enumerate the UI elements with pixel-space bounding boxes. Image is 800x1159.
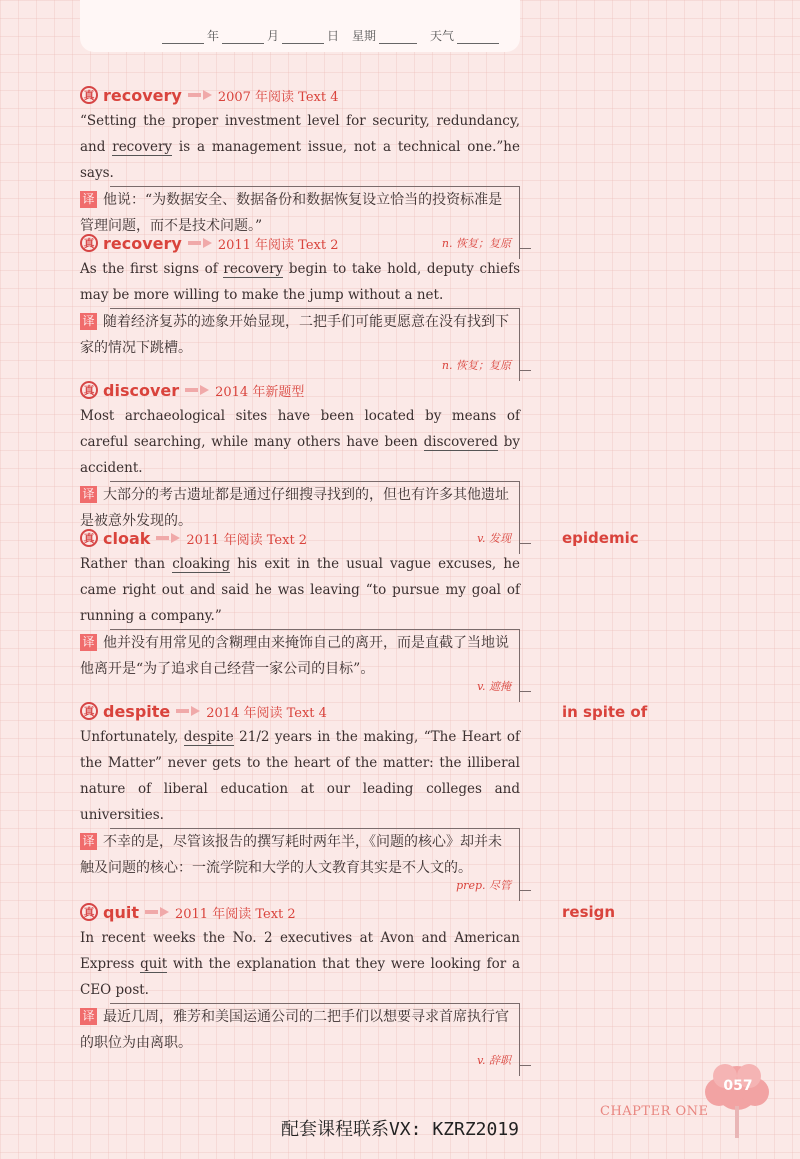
- chinese-translation: [80, 1004, 513, 1056]
- part-of-speech: v. 辞职: [477, 1054, 511, 1067]
- translation-box: [80, 308, 520, 381]
- exam-source: 2014 年阅读 Text 4: [206, 705, 327, 721]
- arrow-right-icon: [185, 385, 209, 395]
- page-number: 057: [723, 1078, 753, 1094]
- translation-text: 不幸的是，尽管该报告的撰写耗时两年半，《问题的核心》却并未触及问题的核心：一流学院和大学的人文教育其实是不人文的。: [80, 834, 502, 876]
- zhen-badge-icon: 真: [80, 903, 98, 921]
- year-label: 年: [207, 29, 220, 43]
- entry-head: [80, 901, 520, 923]
- chinese-translation: [80, 829, 513, 881]
- sentence-text-before: “Setting the proper investment level for security, redundancy, and: [80, 113, 520, 155]
- sentence-text-after: his exit in the usual vague excuses, he came right out and said he was leaving “to pursue my goal of running a company.”: [80, 556, 520, 624]
- related-word-resign: resign: [562, 903, 616, 921]
- month-field: [222, 27, 279, 44]
- zhen-badge-icon: 真: [80, 86, 98, 104]
- keyword-underlined: recovery: [112, 139, 173, 155]
- sentence-text-after: is a management issue, not a technical one.”he says.: [80, 139, 520, 181]
- translation-text: 他说：“为数据安全、数据备份和数据恢复设立恰当的投资标准是管理问题，而不是技术问题。”: [80, 192, 503, 234]
- sentence-text-after: by accident.: [80, 434, 520, 476]
- exam-source: 2011 年阅读 Text 2: [174, 906, 296, 922]
- headword: recovery: [103, 85, 182, 105]
- sentence-text-before: Rather than: [80, 556, 173, 572]
- exam-source: 2014 年新题型: [215, 384, 305, 400]
- sentence-text-before: In recent weeks the No. 2 executives at Avon and American Express: [80, 930, 520, 972]
- sentence-text-before: Unfortunately,: [80, 729, 184, 745]
- headword: recovery: [103, 233, 182, 253]
- chapter-label: CHAPTER ONE: [600, 1104, 709, 1119]
- keyword-underlined: despite: [183, 729, 234, 745]
- english-sentence: [80, 925, 520, 1003]
- exam-source: 2011 年阅读 Text 2: [217, 237, 339, 253]
- part-of-speech: n. 恢复；复原: [441, 359, 511, 372]
- keyword-underlined: recovery: [223, 261, 284, 277]
- headword: quit: [103, 902, 139, 922]
- related-word-epidemic: epidemic: [562, 529, 639, 547]
- month-label: 月: [267, 29, 280, 43]
- bracket-tick: [520, 543, 531, 544]
- year-field: [162, 27, 219, 44]
- weekday-label: 星期: [352, 29, 377, 43]
- part-of-speech: v. 遮掩: [477, 680, 511, 693]
- chinese-translation: [80, 309, 513, 361]
- arrow-right-icon: [156, 533, 180, 543]
- part-of-speech: v. 发现: [477, 532, 511, 545]
- english-sentence: [80, 256, 520, 308]
- entry-head: [80, 700, 520, 722]
- translation-text: 他并没有用常见的含糊理由来掩饰自己的离开，而是直截了当地说他离开是“为了追求自己经营一家公司的目标”。: [80, 635, 509, 677]
- keyword-underlined: cloaking: [172, 556, 231, 572]
- date-weather-header: [80, 0, 520, 52]
- sentence-text-before: Most archaeological sites have been located by means of careful searching, while many others have been: [80, 408, 520, 450]
- english-sentence: [80, 108, 520, 186]
- english-sentence: [80, 551, 520, 629]
- yi-badge-icon: 译: [80, 833, 97, 850]
- translation-box: [80, 828, 520, 901]
- bracket-tick: [520, 890, 531, 891]
- zhen-badge-icon: 真: [80, 529, 98, 547]
- keyword-underlined: discovered: [423, 434, 498, 450]
- english-sentence: [80, 403, 520, 481]
- yi-badge-icon: 译: [80, 313, 97, 330]
- english-sentence: [80, 724, 520, 828]
- translation-text: 大部分的考古遗址都是通过仔细搜寻找到的，但也有许多其他遗址是被意外发现的。: [80, 487, 509, 529]
- yi-badge-icon: 译: [80, 634, 97, 651]
- vocab-entry: [80, 527, 520, 702]
- translation-text: 随着经济复苏的迹象开始显现，二把手们可能更愿意在没有找到下家的情况下跳槽。: [80, 314, 509, 356]
- sentence-text-after: with the explanation that they were looking for a CEO post.: [80, 956, 520, 998]
- zhen-badge-icon: 真: [80, 381, 98, 399]
- footer-contact: 配套课程联系VX: KZRZ2019: [280, 1119, 520, 1140]
- arrow-right-icon: [188, 238, 212, 248]
- sentence-text-before: As the first signs of: [80, 261, 224, 277]
- bracket-tick: [520, 370, 531, 371]
- yi-badge-icon: 译: [80, 486, 97, 503]
- headword: cloak: [103, 528, 151, 548]
- exam-source: 2007 年阅读 Text 4: [217, 89, 339, 105]
- yi-badge-icon: 译: [80, 1008, 97, 1025]
- zhen-badge-icon: 真: [80, 234, 98, 252]
- entry-head: [80, 232, 520, 254]
- arrow-right-icon: [145, 907, 169, 917]
- translation-box: [80, 629, 520, 702]
- zhen-badge-icon: 真: [80, 702, 98, 720]
- translation-box: [80, 1003, 520, 1076]
- entry-head: [80, 379, 520, 401]
- weather-field: [430, 27, 502, 44]
- bracket-tick: [520, 248, 531, 249]
- arrow-right-icon: [176, 706, 200, 716]
- weather-label: 天气: [430, 29, 455, 43]
- sentence-text-after: 21/2 years in the making, “The Heart of the Matter” never gets to the heart of the matter: the illiberal nature of liberal education at our leading colleges and universities.: [80, 729, 520, 823]
- sentence-text-after: begin to take hold, deputy chiefs may be more willing to make the jump without a net.: [80, 261, 520, 303]
- exam-source: 2011 年阅读 Text 2: [186, 532, 308, 548]
- headword: despite: [103, 701, 171, 721]
- part-of-speech: n. 恢复；复原: [441, 237, 511, 250]
- headword: discover: [103, 380, 180, 400]
- keyword-underlined: quit: [140, 956, 168, 972]
- entry-head: [80, 527, 520, 549]
- weekday-field: [352, 27, 420, 44]
- related-word-in-spite-of: in spite of: [562, 703, 648, 721]
- day-label: 日: [327, 29, 340, 43]
- entry-head: [80, 84, 520, 106]
- part-of-speech: prep. 尽管: [456, 879, 511, 892]
- bracket-tick: [520, 691, 531, 692]
- vocab-entry: [80, 901, 520, 1076]
- chinese-translation: [80, 630, 513, 682]
- translation-text: 最近几周，雅芳和美国运通公司的二把手们以想要寻求首席执行官的职位为由离职。: [80, 1009, 509, 1051]
- bracket-tick: [520, 1065, 531, 1066]
- arrow-right-icon: [188, 90, 212, 100]
- day-field: [282, 27, 339, 44]
- vocab-entry: [80, 700, 520, 901]
- yi-badge-icon: 译: [80, 191, 97, 208]
- vocab-entry: [80, 232, 520, 381]
